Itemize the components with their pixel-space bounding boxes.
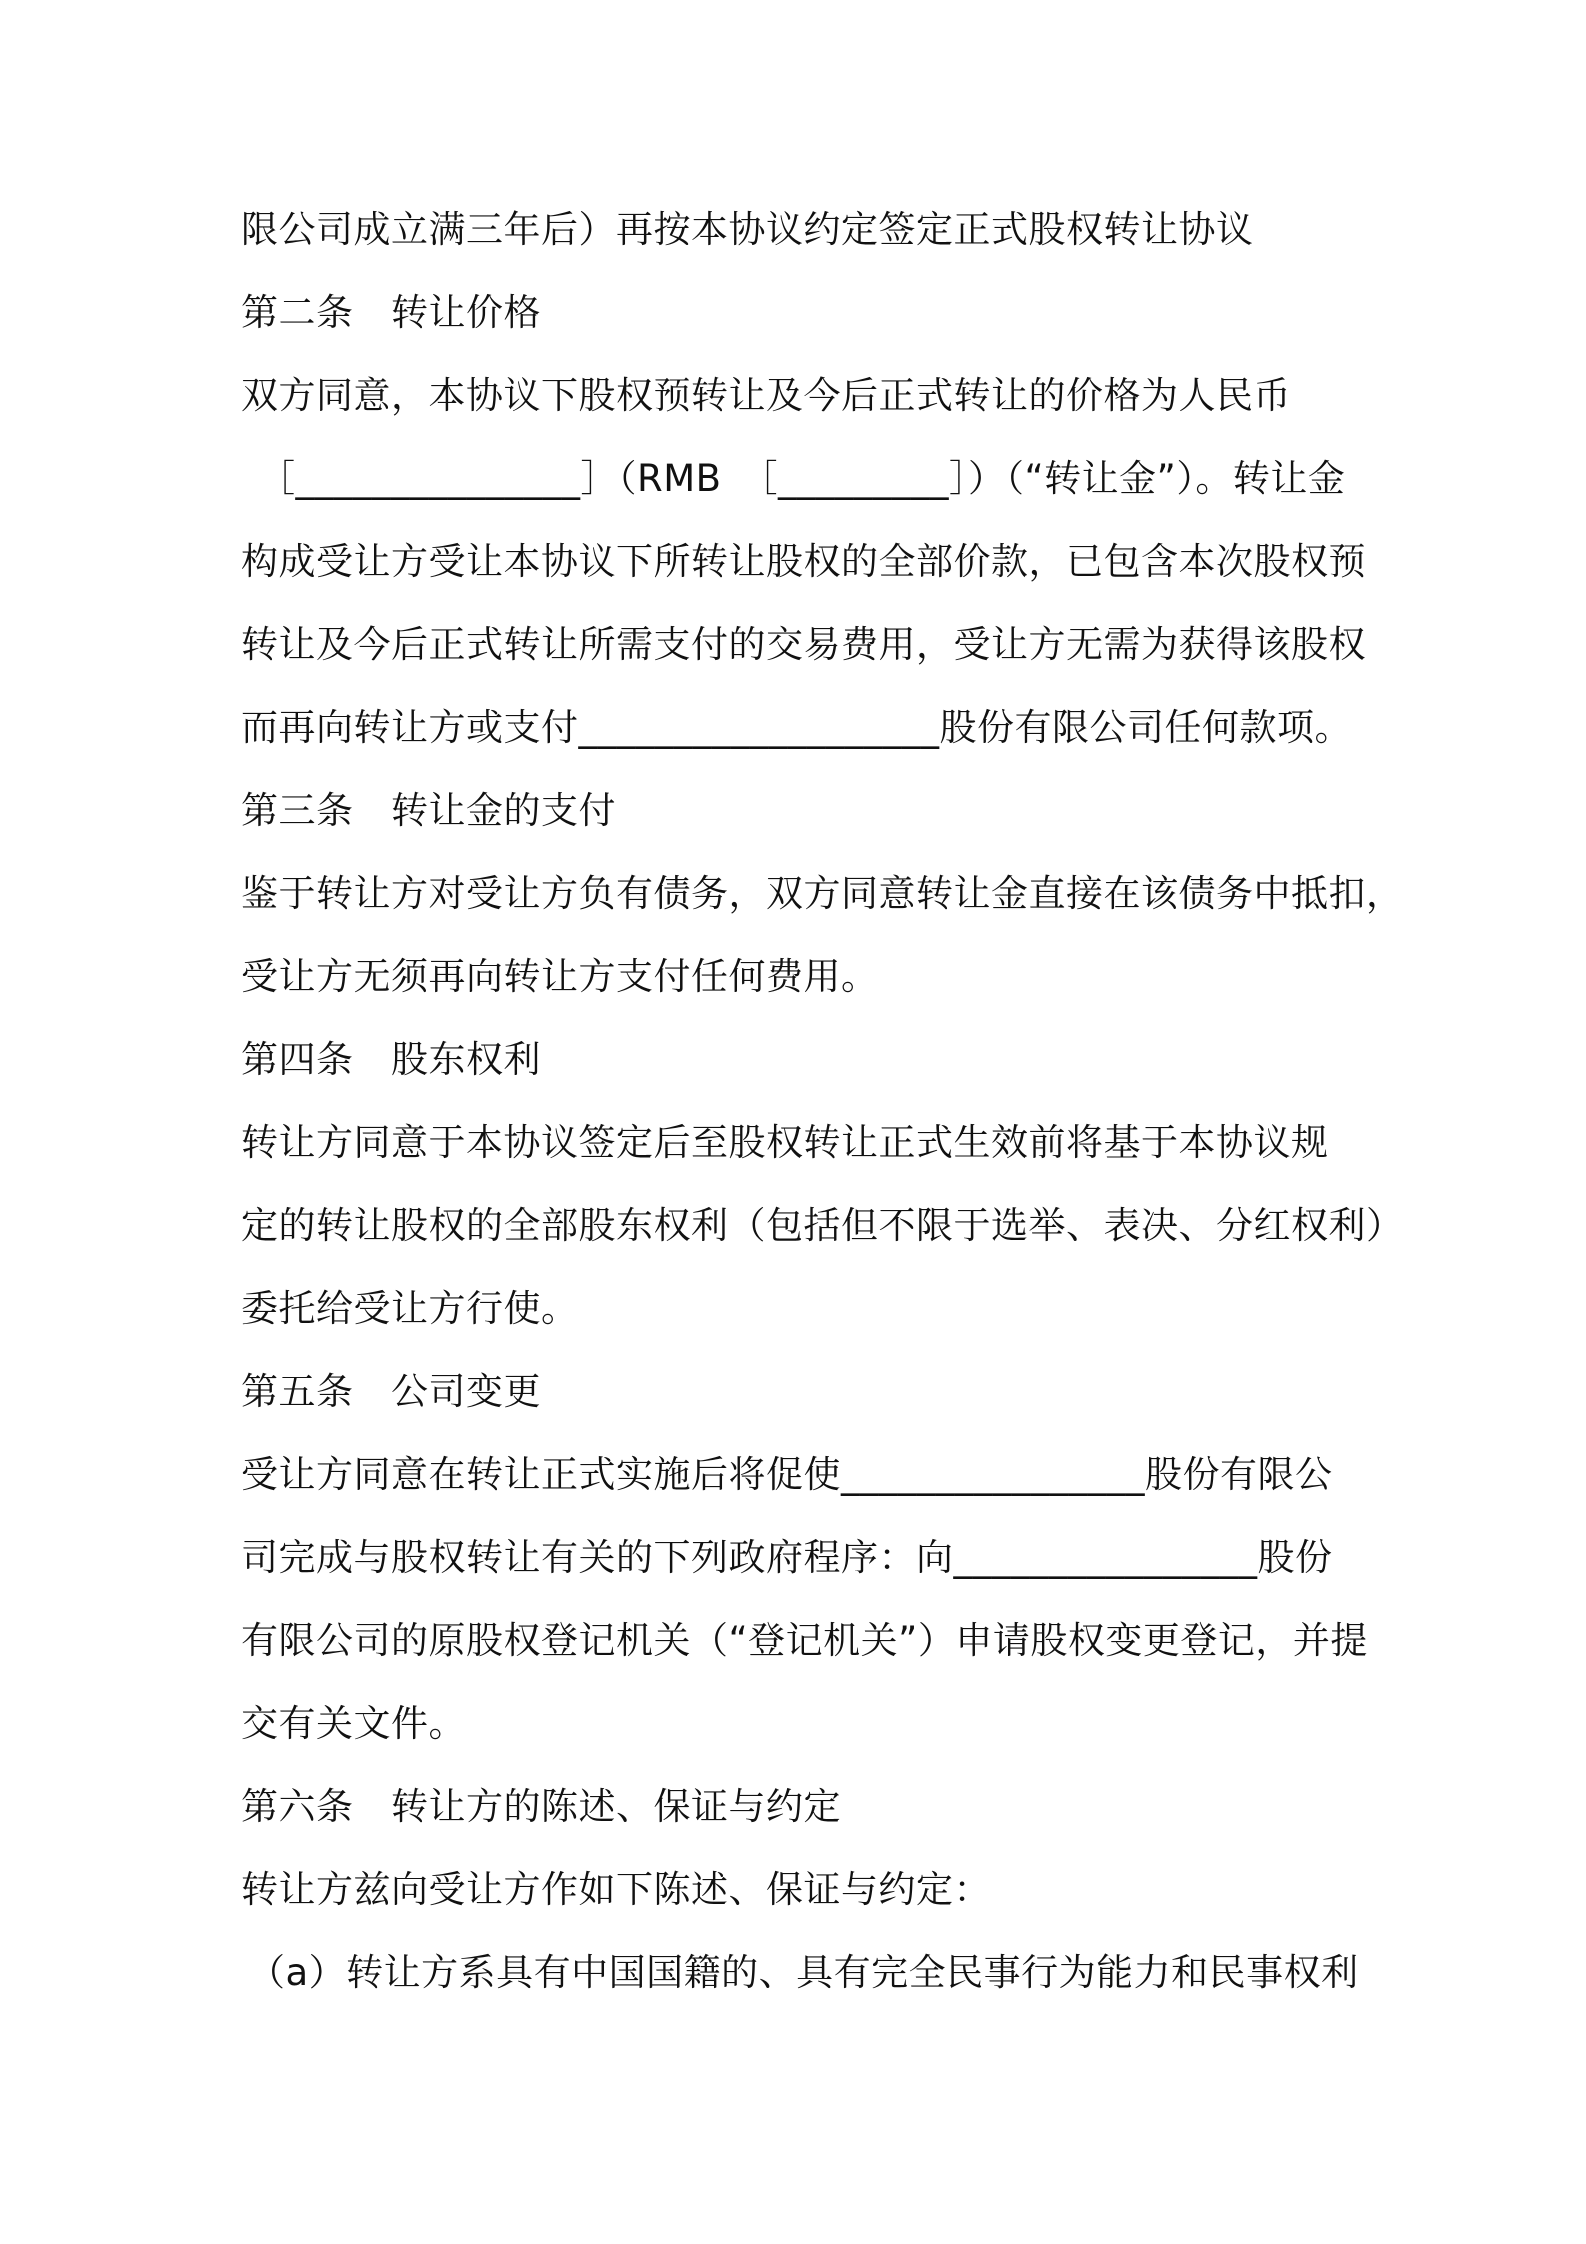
paragraph-line: 转让方兹向受让方作如下陈述、保证与约定： [241, 1868, 991, 1911]
article-heading: 第五条 公司变更 [241, 1370, 541, 1413]
paragraph-line: 限公司成立满三年后）再按本协议约定签定正式股权转让协议 [241, 208, 1254, 251]
paragraph-line: 受让方无须再向转让方支付任何费用。 [241, 955, 879, 998]
article-heading: 第六条 转让方的陈述、保证与约定 [241, 1785, 841, 1828]
paragraph-line: 双方同意，本协议下股权预转让及今后正式转让的价格为人民币 [241, 374, 1291, 417]
paragraph-line: 而再向转让方或支付___________________股份有限公司任何款项。 [241, 706, 1352, 749]
list-item: （a）转让方系具有中国国籍的、具有完全民事行为能力和民事权利 [248, 1951, 1359, 1994]
article-heading: 第二条 转让价格 [241, 291, 541, 334]
article-heading: 第三条 转让金的支付 [241, 789, 616, 832]
paragraph-line: 委托给受让方行使。 [241, 1287, 579, 1330]
paragraph-line: 司完成与股权转让有关的下列政府程序：向________________股份 [241, 1536, 1333, 1579]
paragraph-line: 交有关文件。 [241, 1702, 466, 1745]
article-heading: 第四条 股东权利 [241, 1038, 541, 1081]
paragraph-line: 构成受让方受让本协议下所转让股权的全部价款，已包含本次股权预 [241, 540, 1366, 583]
paragraph-line: 受让方同意在转让正式实施后将促使________________股份有限公 [241, 1453, 1333, 1496]
paragraph-line: 转让及今后正式转让所需支付的交易费用，受让方无需为获得该股权 [241, 623, 1366, 666]
paragraph-line: 定的转让股权的全部股东权利（包括但不限于选举、表决、分红权利） [241, 1204, 1404, 1247]
paragraph-line: ［_______________］（RMB ［_________］）（“转让金”）。转让金 [258, 457, 1346, 500]
paragraph-line: 有限公司的原股权登记机关（“登记机关”）申请股权变更登记，并提 [241, 1619, 1368, 1662]
paragraph-line: 转让方同意于本协议签定后至股权转让正式生效前将基于本协议规 [241, 1121, 1329, 1164]
paragraph-line: 鉴于转让方对受让方负有债务，双方同意转让金直接在该债务中抵扣， [241, 872, 1404, 915]
